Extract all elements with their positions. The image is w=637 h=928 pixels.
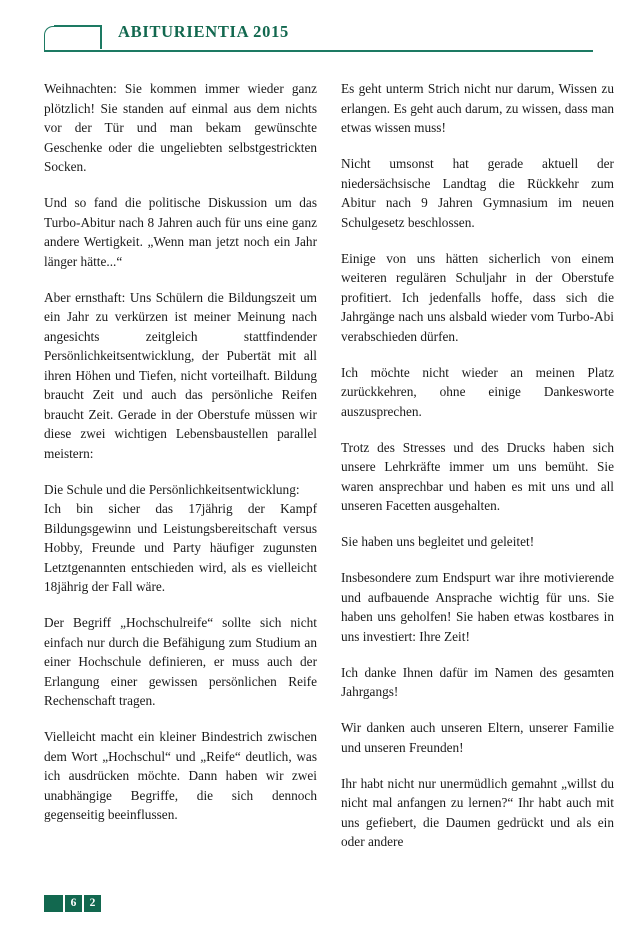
paragraph: Ich danke Ihnen dafür im Namen des gesamten Jahrgangs! bbox=[341, 664, 614, 699]
paragraph: Sie haben uns begleitet und geleitet! bbox=[341, 534, 535, 549]
page-title: ABITURIENTIA 2015 bbox=[118, 22, 289, 41]
right-column bbox=[341, 79, 614, 852]
paragraph: Einige von uns hätten sicherlich von einem weiteren regulären Schuljahr in der Oberstufe profitiert. Ich jedenfalls hoffe, dass sich die Jahrgänge nach uns alsbald wieder vom Turbo-Abi verabschieden dürfen. bbox=[341, 250, 614, 344]
paragraph: Und so fand die politische Diskussion um das Turbo-Abitur nach 8 Jahren auch für uns eine ganz andere Wertigkeit. „Wenn man jetzt noch ein Jahr länger hätte...“ bbox=[44, 195, 317, 269]
paragraph: Weihnachten: Sie kommen immer wieder ganz plötzlich! Sie standen auf einmal aus dem nichts vor der Tür und man bekam gewünschte Geschenke oder die ungeliebten selbstgestrickten Socken. bbox=[44, 81, 317, 174]
folio-digit: 6 bbox=[65, 895, 82, 912]
paragraph: Ich bin sicher das 17jährig der Kampf Bildungsgewinn und Leistungsbereitschaft versus Hobby, Freunde und Party häufiger zugunsten Letztgenannten entschieden wird, als es vielleicht 18jährig der Fall wäre. bbox=[44, 501, 317, 594]
paragraph: Vielleicht macht ein kleiner Bindestrich zwischen dem Wort „Hochschul“ und „Reife“ deutlich, was ich ausdrücken möchte. Dann haben wir zwei unabhängige Begriffe, die sich dennoch gegenseitig beeinflussen. bbox=[44, 729, 317, 822]
paragraph: Der Begriff „Hochschulreife“ sollte sich nicht einfach nur durch die Befähigung zum Studium an einer Hochschule definieren, er muss auch der Erlangung einer gewissen persönlichen Reife Rechenschaft tragen. bbox=[44, 615, 317, 708]
page-footer bbox=[44, 895, 101, 912]
magazine-page bbox=[0, 22, 637, 928]
folio-digit: 2 bbox=[84, 895, 101, 912]
paragraph: Die Schule und die Persönlichkeitsentwicklung: bbox=[44, 481, 300, 497]
two-column-body bbox=[44, 79, 614, 852]
rounded-corner-bracket-icon bbox=[44, 26, 102, 50]
paragraph: Aber ernsthaft: Uns Schülern die Bildungszeit um ein Jahr zu verkürzen ist meiner Meinung nach angesichts zeitgleich stattfindender Persönlichkeitsentwicklung, der Pubertät mit all ihren Höhen und Tiefen, nicht vorteilhaft. Bildung braucht Zeit und auch das persönliche Reifen braucht Zeit. Gerade in der Oberstufe müssen wir diese zwei wichtigen Lebensbaustellen parallel meistern: bbox=[44, 289, 317, 461]
masthead-divider bbox=[44, 50, 593, 52]
paragraph: Ihr habt nicht nur unermüdlich gemahnt „willst du nicht mal anfangen zu lernen?“ Ihr habt auch mit uns gefiebert, die Daumen gedrückt und als ein oder andere bbox=[341, 775, 614, 849]
paragraph: Es geht unterm Strich nicht nur darum, Wissen zu erlangen. Es geht auch darum, zu wissen, dass man etwas wissen muss! bbox=[341, 81, 614, 135]
paragraph: Ich möchte nicht wieder an meinen Platz zurückkehren, ohne einige Dankesworte auszusprechen. bbox=[341, 364, 614, 419]
left-column bbox=[44, 79, 317, 852]
paragraph: Wir danken auch unseren Eltern, unserer Familie und unseren Freunden! bbox=[341, 720, 614, 755]
page-masthead bbox=[44, 22, 593, 68]
paragraph: Trotz des Stresses und des Drucks haben sich unsere Lehrkräfte immer um uns bemüht. Sie waren ansprechbar und haben es mit uns und all unseren Facetten ausgehalten. bbox=[341, 439, 614, 513]
folio-marker bbox=[44, 895, 63, 912]
paragraph: Insbesondere zum Endspurt war ihre motivierende und aufbauende Ansprache wichtig für uns. Sie haben uns geholfen! Sie haben etwas kostbares in uns investiert: Ihre Zeit! bbox=[341, 570, 614, 644]
paragraph: Nicht umsonst hat gerade aktuell der niedersächsische Landtag die Rückkehr zum Abitur nach 9 Jahren Gymnasium im neuen Schulgesetz beschlossen. bbox=[341, 156, 614, 230]
